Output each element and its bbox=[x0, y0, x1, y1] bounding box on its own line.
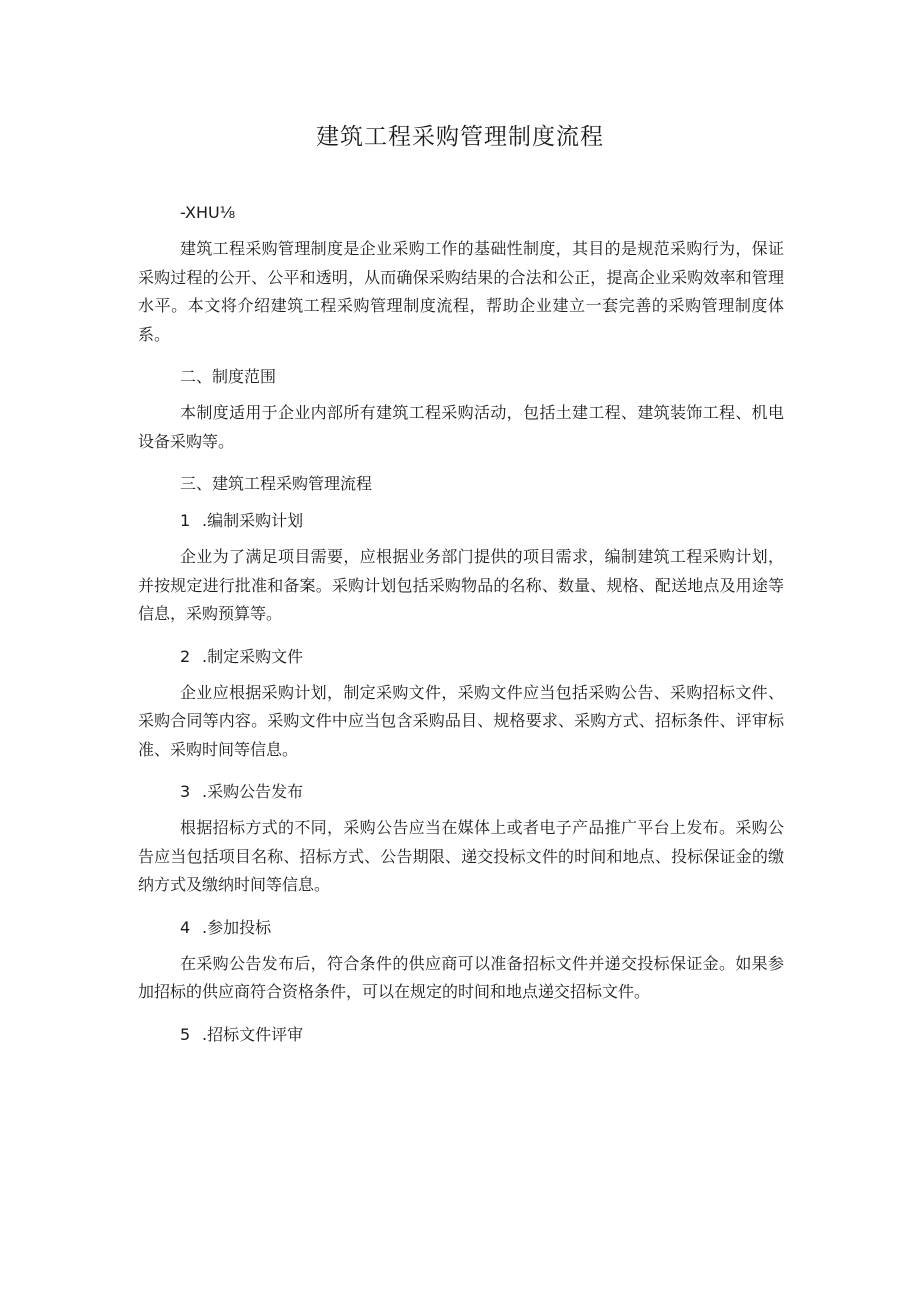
step-paragraph: 企业为了满足项目需要，应根据业务部门提供的项目需求，编制建筑工程采购计划，并按规定进行批准和备案。采购计划包括采购物品的名称、数量、规格、配送地点及用途等信息，采购预算等。 bbox=[138, 547, 784, 623]
section-heading-scope: 二、制度范围 bbox=[180, 367, 277, 386]
document-body bbox=[138, 198, 784, 1050]
section-paragraph-introduction: 建筑工程采购管理制度是企业采购工作的基础性制度，其目的是规范采购行为，保证采购过程的公开、公平和透明，从而确保采购结果的合法和公正，提高企业采购效率和管理水平。本文将介绍建筑工程采购管理制度流程，帮助企业建立一套完善的采购管理制度体系。 bbox=[138, 239, 784, 344]
step-heading bbox=[138, 913, 784, 943]
section-paragraph-scope: 本制度适用于企业内部所有建筑工程采购活动，包括土建工程、建筑装饰工程、机电设备采购等。 bbox=[138, 403, 784, 451]
document-title: 建筑工程采购管理制度流程 bbox=[316, 124, 604, 150]
step-number: 1 bbox=[180, 511, 191, 530]
step-paragraph: 根据招标方式的不同，采购公告应当在媒体上或者电子产品推广平台上发布。采购公告应当包括项目名称、招标方式、公告期限、递交投标文件的时间和地点、投标保证金的缴纳方式及缴纳时间等信息。 bbox=[138, 818, 784, 894]
step-heading bbox=[138, 506, 784, 536]
section-heading-introduction: -XHU⅛ bbox=[180, 203, 236, 222]
step-heading bbox=[138, 1020, 784, 1050]
step-number: 3 bbox=[180, 782, 191, 801]
section-heading-process: 三、建筑工程采购管理流程 bbox=[180, 474, 373, 493]
step-paragraph: 企业应根据采购计划，制定采购文件，采购文件应当包括采购公告、采购招标文件、采购合同等内容。采购文件中应当包含采购品目、规格要求、采购方式、招标条件、评审标准、采购时间等信息。 bbox=[138, 682, 784, 759]
step-number: 4 bbox=[180, 917, 191, 937]
step-heading bbox=[138, 777, 784, 807]
step-title: .参加投标 bbox=[202, 917, 272, 937]
step-title: .采购公告发布 bbox=[202, 782, 304, 801]
step-title: .编制采购计划 bbox=[202, 511, 304, 530]
step-heading bbox=[138, 642, 784, 672]
step-number: 2 bbox=[180, 646, 191, 666]
step-paragraph: 在采购公告发布后，符合条件的供应商可以准备招标文件并递交投标保证金。如果参加招标的供应商符合资格条件，可以在规定的时间和地点递交招标文件。 bbox=[138, 953, 784, 1001]
step-title: .制定采购文件 bbox=[202, 646, 304, 666]
step-number: 5 bbox=[180, 1024, 191, 1044]
step-title: .招标文件评审 bbox=[202, 1024, 304, 1044]
